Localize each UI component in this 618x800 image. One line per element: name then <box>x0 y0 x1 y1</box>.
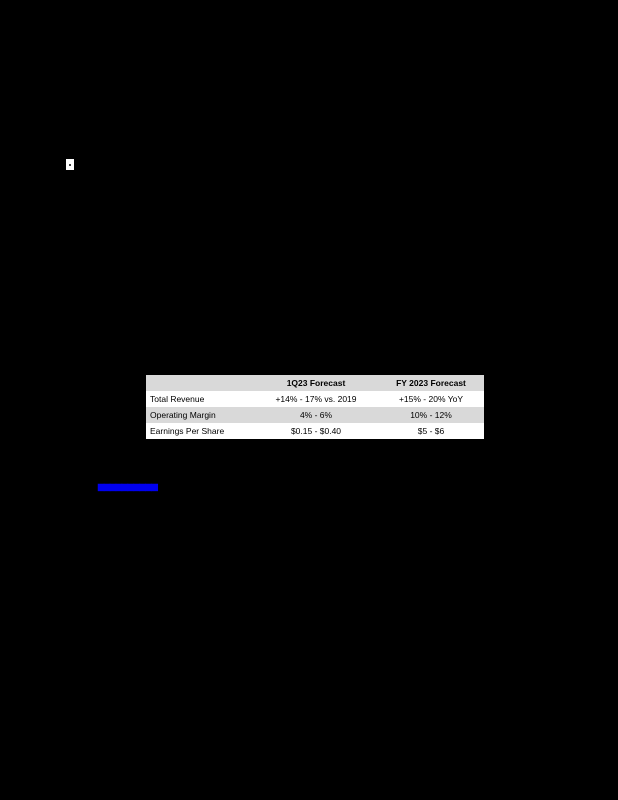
table-row <box>146 391 484 407</box>
header-fy2023-forecast: FY 2023 Forecast <box>396 378 466 388</box>
hyperlink[interactable]: ▆▆▆▆▆▆▆▆▆▆ <box>98 482 158 491</box>
bullet-marker <box>66 159 74 170</box>
header-metric <box>146 375 254 391</box>
fy-value: 10% - 12% <box>410 410 452 420</box>
table-header-row <box>146 375 484 391</box>
header-1q23-forecast: 1Q23 Forecast <box>286 378 346 388</box>
fy-value: $5 - $6 <box>417 426 445 436</box>
bullet-dot-icon <box>69 164 71 166</box>
metric-label: Operating Margin <box>150 410 216 420</box>
guidance-table <box>146 375 484 439</box>
metric-label: Total Revenue <box>150 394 205 404</box>
q1-value: +14% - 17% vs. 2019 <box>275 394 357 404</box>
q1-value: 4% - 6% <box>299 410 333 420</box>
table-row <box>146 423 484 439</box>
q1-value: $0.15 - $0.40 <box>290 426 342 436</box>
fy-value: +15% - 20% YoY <box>398 394 464 404</box>
metric-label: Earnings Per Share <box>150 426 225 436</box>
table-row <box>146 407 484 423</box>
